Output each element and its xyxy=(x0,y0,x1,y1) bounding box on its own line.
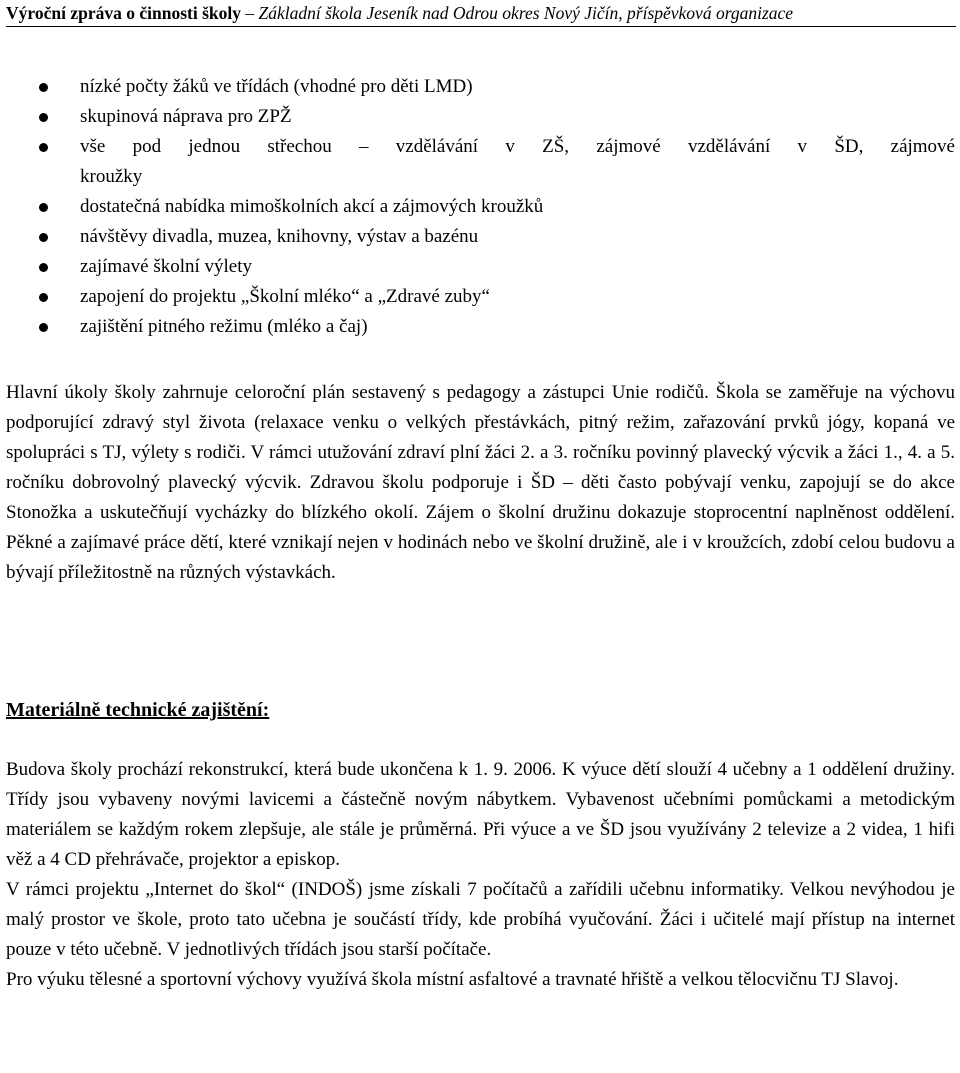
list-item: zajímavé školní výlety xyxy=(0,252,960,282)
page-header xyxy=(6,0,956,27)
bullet-list xyxy=(0,72,960,342)
report-title: Výroční zpráva o činnosti školy xyxy=(6,3,241,23)
section-body xyxy=(6,755,955,995)
body-paragraph: Budova školy prochází rekonstrukcí, která bude ukončena k 1. 9. 2006. K výuce dětí slouží 4 učebny a 1 oddělení družiny. Třídy jsou vybaveny novými lavicemi a částečně novým nábytkem. Vybavenost učebními pomůckami a metodickým materiálem se každým rokem zlepšuje, ale stále je průměrná. Při výuce a ve ŠD jsou využívány 2 televize a 2 videa, 1 hifi věž a 4 CD přehrávače, projektor a episkop. xyxy=(6,759,955,870)
list-item: vše pod jednou střechou – vzdělávání v ZŠ, zájmové vzdělávání v ŠD, zájmové xyxy=(0,132,960,162)
bullet-icon xyxy=(39,293,48,302)
body-paragraph: Hlavní úkoly školy zahrnuje celoroční plán sestavený s pedagogy a zástupci Unie rodičů. Škola se zaměřuje na výchovu podporující zdravý styl života (relaxace venku o velkých přestávkách, pitný režim, zařazování prvků jógy, kopaná ve spolupráci s TJ, výlety s rodiči. V rámci utužování zdraví plní žáci 2. a 3. ročníku povinný plavecký výcvik a žáci 1., 4. a 5. ročníku dobrovolný plavecký výcvik. Zdravou školu podporuje i ŠD – děti často pobývají venku, zapojují se do akce Stonožka a uskutečňují vycházky do blízkého okolí. Zájem o školní družinu dokazuje stoprocentní naplněnost oddělení. Pěkné a zajímavé práce dětí, které vznikají nejen v hodinách nebo ve školní družině, ale i v kroužcích, zdobí celou budovu a bývají příležitostně na různých výstavkách. xyxy=(6,382,955,583)
list-item: skupinová náprava pro ZPŽ xyxy=(0,102,960,132)
school-name: – Základní škola Jeseník nad Odrou okres Nový Jičín, příspěvková organizace xyxy=(240,3,794,23)
bullet-icon xyxy=(39,323,48,332)
list-item: nízké počty žáků ve třídách (vhodné pro děti LMD) xyxy=(0,72,960,102)
bullet-icon xyxy=(39,143,48,152)
body-paragraph: V rámci projektu „Internet do škol“ (INDOŠ) jsme získali 7 počítačů a zařídili učebnu informatiky. Velkou nevýhodou je malý prostor ve škole, proto tato učebna je součástí třídy, kde probíhá vyučování. Žáci i učitelé mají přístup na internet pouze v této učebně. V jednotlivých třídách jsou starší počítače. xyxy=(6,879,955,960)
bullet-icon xyxy=(39,203,48,212)
section-heading: Materiálně technické zajištění: xyxy=(6,699,270,721)
bullet-icon xyxy=(39,263,48,272)
list-item: dostatečná nabídka mimoškolních akcí a zájmových kroužků xyxy=(0,192,960,222)
body-paragraph: Pro výuku tělesné a sportovní výchovy využívá škola místní asfaltové a travnaté hřiště a velkou tělocvičnu TJ Slavoj. xyxy=(6,969,899,990)
list-item: zapojení do projektu „Školní mléko“ a „Zdravé zuby“ xyxy=(0,282,960,312)
list-item: návštěvy divadla, muzea, knihovny, výstav a bazénu xyxy=(0,222,960,252)
list-item-continuation: kroužky xyxy=(80,166,143,187)
bullet-icon xyxy=(39,233,48,242)
bullet-icon xyxy=(39,113,48,122)
bullet-icon xyxy=(39,83,48,92)
list-item: zajištění pitného režimu (mléko a čaj) xyxy=(0,312,960,342)
